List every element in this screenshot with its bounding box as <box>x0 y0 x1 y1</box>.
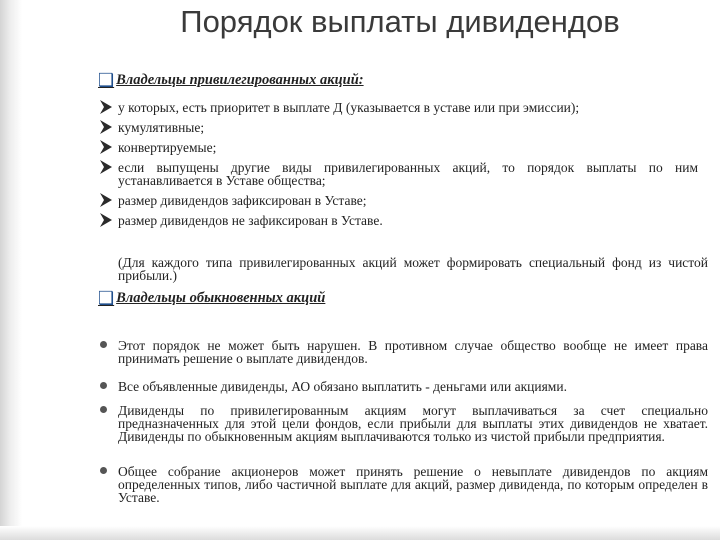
arrow-bullet-icon <box>98 99 114 115</box>
arrow-bullet-icon <box>98 159 114 175</box>
checkbox-bullet-icon: ❑ <box>98 70 115 91</box>
list-item: Все объявленные дивиденды, АО обязано выплатить - деньгами или акциями. <box>98 380 708 393</box>
arrow-bullet-icon <box>98 119 114 135</box>
arrow-bullet-icon <box>98 139 114 155</box>
bottom-edge-shadow <box>0 526 720 540</box>
list-item: у которых, есть приоритет в выплате Д (указывается в уставе или при эмиссии); <box>98 101 698 114</box>
dot-bullet-icon <box>100 382 107 389</box>
dot-bullet-icon <box>100 341 107 348</box>
list-item: конвертируемые; <box>98 141 698 154</box>
list-item: Дивиденды по привилегированным акциям могут выплачиваться за счет специально предназначенных для этой цели фондов, если прибыли для выплаты этих дивидендов не хватает. Дивиденды по обыкновенным акциям выплачиваются только из чистой прибыли предприятия. <box>98 404 708 443</box>
preferred-shares-list <box>98 101 698 234</box>
list-item: если выпущены другие виды привилегированных акций, то порядок выплаты по ним устанавливается в Уставе общества; <box>98 161 698 187</box>
list-item: Общее собрание акционеров может принять решение о невыплате дивидендов по акциям определенных типов, либо частичной выплате для акций, размер дивиденда, по которым определен в Уставе. <box>98 465 708 504</box>
arrow-bullet-icon <box>98 212 114 228</box>
list-item: кумулятивные; <box>98 121 698 134</box>
section-heading-label: Владельцы привилегированных акций: <box>116 72 364 88</box>
dot-bullet-icon <box>100 406 107 413</box>
section-heading-label: Владельцы обыкновенных акций <box>116 290 326 306</box>
list-item: Этот порядок не может быть нарушен. В противном случае общество вообще не имеет права принимать решение о выплате дивидендов. <box>98 339 708 365</box>
list-item: размер дивидендов зафиксирован в Уставе; <box>98 194 698 207</box>
left-edge-shadow <box>0 0 22 540</box>
arrow-bullet-icon <box>98 192 114 208</box>
checkbox-bullet-icon: ❑ <box>98 288 115 309</box>
section-heading-preferred <box>98 70 364 91</box>
section-heading-common <box>98 288 325 309</box>
preferred-fund-note: (Для каждого типа привилегированных акций может формировать специальный фонд из чистой прибыли.) <box>118 255 708 283</box>
list-item: размер дивидендов не зафиксирован в Уставе. <box>98 214 698 227</box>
dot-bullet-icon <box>100 467 107 474</box>
page-title: Порядок выплаты дивидендов <box>180 4 620 39</box>
